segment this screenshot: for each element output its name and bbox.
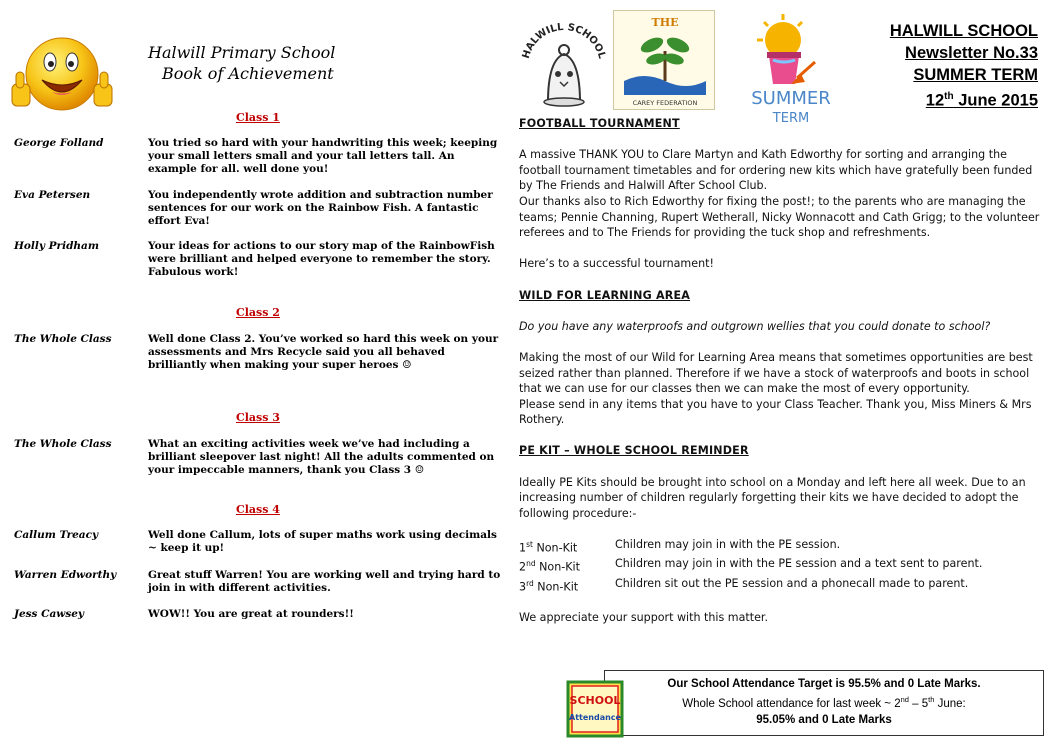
attendance-week: Whole School attendance for last week ~ 2nd – 5th June: <box>682 695 966 710</box>
pupil-name: George Folland <box>14 137 104 149</box>
attendance-target: Our School Attendance Target is 95.5% and 0 Late Marks. <box>667 678 981 690</box>
carey-logo-bottom: CAREY FEDERATION <box>632 99 698 107</box>
pupil-name: Holly Pridham <box>14 240 99 252</box>
smiley-thumbs-up-icon <box>10 32 114 116</box>
pupil-name: Jess Cawsey <box>14 608 85 620</box>
pupil-name: Warren Edworthy <box>14 569 117 581</box>
wild-question: Do you have any waterproofs and outgrown wellies that you could donate to school? <box>519 319 991 333</box>
school-attendance-icon <box>566 680 624 738</box>
halwill-school-bell-logo <box>518 14 610 114</box>
pe-kit-paragraph: Ideally PE Kits should be brought into school on a Monday and left here all week. Due to an increasing number of children regularly forgetting their kits we have decided to adopt the following procedure:- <box>519 475 1026 520</box>
book-title-line2: Book of Achievement <box>162 64 334 83</box>
pe-kit-rule: 1st Non-Kit Children may join in with the PE session. <box>519 538 841 555</box>
football-paragraph-2: Our thanks also to Rich Edworthy for fixing the post!; to the parents who are managing the teams; Pennie Channing, Rupert Wetherall, Nicky Wonnacott and Cath Grigg; to the volunteer referees and to The Friends for providing the tuck shop and refreshments. <box>519 194 1040 240</box>
svg-text:SCHOOL: SCHOOL <box>569 694 621 707</box>
sun-icon <box>757 14 802 58</box>
football-paragraph-1: A massive THANK YOU to Clare Martyn and Kath Edworthy for sorting and arranging the football tournament timetables and for ordering new kits which have gratefully been funded by The Friends and Halwill After School Club. <box>519 148 1033 193</box>
svg-text:Attendance: Attendance <box>569 713 621 722</box>
achievement-text: You tried so hard with your handwriting this week; keeping your small letters small and your tall letters tall. An example for all. well done you! <box>148 137 498 176</box>
pe-kit-heading: PE KIT – WHOLE SCHOOL REMINDER <box>519 444 749 458</box>
class-3-heading: Class 3 <box>236 411 280 424</box>
pupil-name: The Whole Class <box>14 333 112 345</box>
pupil-name: The Whole Class <box>14 438 112 450</box>
class-4-heading: Class 4 <box>236 503 280 516</box>
pe-kit-closing: We appreciate your support with this matter. <box>519 611 768 625</box>
pe-kit-rule: 2nd Non-Kit Children may join in with the PE session and a text sent to parent. <box>519 557 983 574</box>
summer-term-logo <box>735 12 851 130</box>
pe-kit-rule: 3rd Non-Kit Children sit out the PE session and a phonecall made to parent. <box>519 576 969 594</box>
football-paragraph-3: Here’s to a successful tournament! <box>519 257 714 271</box>
halwill-logo-text: HALWILL SCHOOL <box>520 21 608 60</box>
carey-logo-top: THE <box>651 16 679 29</box>
term-name: SUMMER TERM <box>913 66 1038 84</box>
book-title <box>148 42 448 84</box>
newsletter-date: 12th June 2015 <box>925 91 1038 110</box>
book-title-line1: Halwill Primary School <box>148 43 336 62</box>
wild-paragraph-2: Please send in any items that you have to your Class Teacher. Thank you, Miss Miners & Mrs Rothery. <box>519 397 1032 427</box>
football-heading: FOOTBALL TOURNAMENT <box>519 117 680 130</box>
achievement-text: Great stuff Warren! You are working well and trying hard to join in with different activities. <box>148 569 501 595</box>
summer-logo-word: SUMMER <box>751 88 831 109</box>
newsletter-body <box>519 116 1041 626</box>
newsletter-header <box>890 20 1038 112</box>
attendance-box <box>604 670 1044 736</box>
achievement-text: WOW!! You are great at rounders!! <box>148 608 354 620</box>
book-of-achievement <box>0 0 510 744</box>
achievement-text: You independently wrote addition and subtraction number sentences for our work on the Rainbow Fish. A fantastic effort Eva! <box>148 189 493 228</box>
pupil-name: Callum Treacy <box>14 529 99 541</box>
achievement-text: Well done Class 2. You’ve worked so hard this week on your assessments and Mrs Recycle said you all behaved brilliantly when making your super heroes ☺ <box>148 333 499 372</box>
wild-paragraph-1: Making the most of our Wild for Learning Area means that sometimes opportunities are best seized rather than planned. Therefore if we have a stock of waterproofs and boots in school that we can use for our classes then we can make the most of every opportunity. <box>519 350 1033 396</box>
newsletter-number: Newsletter No.33 <box>905 44 1038 62</box>
summer-logo-term: TERM <box>772 111 810 126</box>
achievement-text: What an exciting activities week we’ve had including a brilliant sleepover last night! All the adults commented on your impeccable manners, thank you Class 3 ☺ <box>148 438 495 477</box>
attendance-result: 95.05% and 0 Late Marks <box>756 713 892 726</box>
pupil-name: Eva Petersen <box>14 189 91 201</box>
carey-tree-icon <box>614 11 716 111</box>
class-2-heading: Class 2 <box>236 306 280 319</box>
carey-federation-logo <box>613 10 715 110</box>
class-1-heading: Class 1 <box>236 111 280 124</box>
school-name: HALWILL SCHOOL <box>889 22 1038 40</box>
achievement-text: Your ideas for actions to our story map of the RainbowFish were brilliant and helped everyone to remember the story. Fabulous work! <box>148 240 495 279</box>
wild-heading: WILD FOR LEARNING AREA <box>519 288 691 302</box>
achievement-text: Well done Callum, lots of super maths work using decimals ~ keep it up! <box>148 529 497 555</box>
attendance-panel <box>566 670 1044 736</box>
